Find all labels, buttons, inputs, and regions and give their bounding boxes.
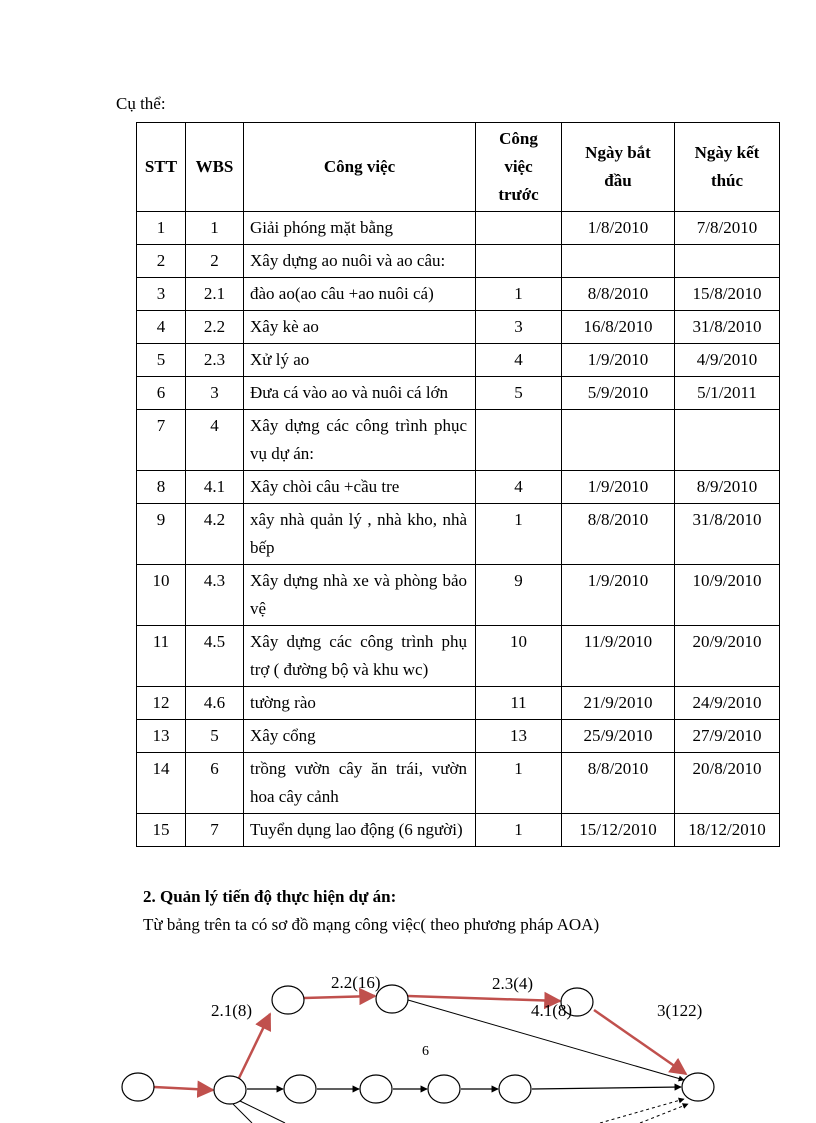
- cell-start: 1/8/2010: [562, 212, 675, 245]
- dummy-edge-1: [600, 1099, 684, 1123]
- cell-task: Đưa cá vào ao và nuôi cá lớn: [244, 377, 476, 410]
- cell-start: 16/8/2010: [562, 311, 675, 344]
- cell-prev: 4: [476, 344, 562, 377]
- event-node-a: [284, 1075, 316, 1103]
- cell-end: [675, 410, 780, 471]
- cell-task: Xây dựng nhà xe và phòng bảo vệ: [244, 565, 476, 626]
- cell-prev: 1: [476, 814, 562, 847]
- cell-start: 25/9/2010: [562, 720, 675, 753]
- cell-wbs: 2: [186, 245, 244, 278]
- cell-stt: 2: [137, 245, 186, 278]
- cell-end: 7/8/2010: [675, 212, 780, 245]
- label-2-1: 2.1(8): [211, 1001, 253, 1020]
- event-node-1: [214, 1076, 246, 1104]
- cell-start: [562, 245, 675, 278]
- cell-end: 31/8/2010: [675, 311, 780, 344]
- cell-prev: 5: [476, 377, 562, 410]
- cell-start: 1/9/2010: [562, 471, 675, 504]
- cell-end: 27/9/2010: [675, 720, 780, 753]
- cell-prev: [476, 212, 562, 245]
- cell-stt: 9: [137, 504, 186, 565]
- cell-stt: 7: [137, 410, 186, 471]
- cell-task: Giải phóng mặt bằng: [244, 212, 476, 245]
- table-row: [137, 753, 780, 814]
- cell-prev: 1: [476, 753, 562, 814]
- cell-end: 4/9/2010: [675, 344, 780, 377]
- section-description: Từ bảng trên ta có sơ đồ mạng công việc( theo phương pháp AOA): [143, 915, 600, 934]
- cell-task: đào ao(ao câu +ao nuôi cá): [244, 278, 476, 311]
- edge-2-2: [304, 996, 375, 998]
- table-row: [137, 814, 780, 847]
- event-node-2: [272, 986, 304, 1014]
- table-row: [137, 504, 780, 565]
- cell-prev: 13: [476, 720, 562, 753]
- cell-task: Xây dựng các công trình phục vụ dự án:: [244, 410, 476, 471]
- cell-end: 18/12/2010: [675, 814, 780, 847]
- cell-start: 21/9/2010: [562, 687, 675, 720]
- cell-start: 8/8/2010: [562, 278, 675, 311]
- table-row: [137, 311, 780, 344]
- cell-stt: 1: [137, 212, 186, 245]
- cell-wbs: 2.1: [186, 278, 244, 311]
- cell-task: Xây dựng các công trình phụ trợ ( đường bộ và khu wc): [244, 626, 476, 687]
- cell-start: [562, 410, 675, 471]
- label-2-2: 2.2(16): [331, 973, 381, 992]
- table-row: [137, 377, 780, 410]
- cell-task: Xây kè ao: [244, 311, 476, 344]
- header-stt: STT: [137, 123, 186, 212]
- cell-wbs: 4.1: [186, 471, 244, 504]
- cell-start: 1/9/2010: [562, 565, 675, 626]
- cell-prev: 9: [476, 565, 562, 626]
- cell-task: trồng vườn cây ăn trái, vườn hoa cây cảnh: [244, 753, 476, 814]
- cell-task: Xây dựng ao nuôi và ao câu:: [244, 245, 476, 278]
- cell-task: Xây cổng: [244, 720, 476, 753]
- table-row: [137, 687, 780, 720]
- cell-prev: [476, 245, 562, 278]
- header-start: Ngày bắt đầu: [562, 123, 675, 212]
- cell-wbs: 4.5: [186, 626, 244, 687]
- cell-start: 8/8/2010: [562, 504, 675, 565]
- cell-wbs: 4.2: [186, 504, 244, 565]
- header-end: Ngày kết thúc: [675, 123, 780, 212]
- cell-start: 11/9/2010: [562, 626, 675, 687]
- event-node-b: [360, 1075, 392, 1103]
- cell-prev: 1: [476, 278, 562, 311]
- cell-wbs: 4.3: [186, 565, 244, 626]
- edge-n1-down2: [240, 1101, 285, 1123]
- cell-stt: 15: [137, 814, 186, 847]
- dummy-edge-2: [640, 1104, 688, 1123]
- cell-stt: 11: [137, 626, 186, 687]
- cell-stt: 5: [137, 344, 186, 377]
- event-node-c: [428, 1075, 460, 1103]
- cell-end: 20/9/2010: [675, 626, 780, 687]
- cell-end: [675, 245, 780, 278]
- cell-wbs: 5: [186, 720, 244, 753]
- table-row: [137, 212, 780, 245]
- table-row: [137, 471, 780, 504]
- cell-prev: 3: [476, 311, 562, 344]
- cell-task: Xử lý ao: [244, 344, 476, 377]
- cell-task: tường rào: [244, 687, 476, 720]
- cell-stt: 6: [137, 377, 186, 410]
- cell-stt: 4: [137, 311, 186, 344]
- header-wbs: WBS: [186, 123, 244, 212]
- header-task: Công việc: [244, 123, 476, 212]
- cell-stt: 8: [137, 471, 186, 504]
- cell-prev: 4: [476, 471, 562, 504]
- cell-stt: 3: [137, 278, 186, 311]
- cell-task: Xây chòi câu +cầu tre: [244, 471, 476, 504]
- cell-stt: 13: [137, 720, 186, 753]
- cell-prev: 11: [476, 687, 562, 720]
- event-node-end: [682, 1073, 714, 1101]
- cell-wbs: 3: [186, 377, 244, 410]
- table-row: [137, 278, 780, 311]
- cell-stt: 14: [137, 753, 186, 814]
- cell-end: 5/1/2011: [675, 377, 780, 410]
- edge-start-to-n1: [154, 1087, 213, 1090]
- edge-2-1: [239, 1014, 270, 1078]
- cell-start: 5/9/2010: [562, 377, 675, 410]
- cell-end: 31/8/2010: [675, 504, 780, 565]
- table-row: [137, 565, 780, 626]
- cell-wbs: 4: [186, 410, 244, 471]
- cell-start: 15/12/2010: [562, 814, 675, 847]
- page-number: 6: [422, 1044, 429, 1059]
- label-4-1: 4.1(8): [531, 1001, 573, 1020]
- table-row: [137, 626, 780, 687]
- table-header-row: [137, 123, 780, 212]
- cell-wbs: 6: [186, 753, 244, 814]
- label-3: 3(122): [657, 1001, 703, 1020]
- cell-wbs: 2.2: [186, 311, 244, 344]
- cell-start: 8/8/2010: [562, 753, 675, 814]
- cell-task: Tuyển dụng lao động (6 người): [244, 814, 476, 847]
- cell-end: 8/9/2010: [675, 471, 780, 504]
- table-row: [137, 245, 780, 278]
- table-row: [137, 344, 780, 377]
- cell-wbs: 1: [186, 212, 244, 245]
- aoa-network-diagram: [0, 960, 816, 1123]
- cell-end: 24/9/2010: [675, 687, 780, 720]
- section-heading: 2. Quản lý tiến độ thực hiện dự án:: [143, 887, 397, 906]
- label-2-3: 2.3(4): [492, 974, 534, 993]
- intro-text: Cụ thể:: [116, 94, 166, 113]
- cell-task: xây nhà quản lý , nhà kho, nhà bếp: [244, 504, 476, 565]
- header-prev: Công việc trước: [476, 123, 562, 212]
- table-row: [137, 410, 780, 471]
- cell-prev: 1: [476, 504, 562, 565]
- edge-n1-down1: [233, 1104, 252, 1123]
- cell-end: 10/9/2010: [675, 565, 780, 626]
- task-table: [136, 122, 780, 847]
- event-node-d: [499, 1075, 531, 1103]
- cell-end: 20/8/2010: [675, 753, 780, 814]
- cell-stt: 10: [137, 565, 186, 626]
- cell-prev: 10: [476, 626, 562, 687]
- cell-stt: 12: [137, 687, 186, 720]
- cell-wbs: 2.3: [186, 344, 244, 377]
- cell-end: 15/8/2010: [675, 278, 780, 311]
- cell-wbs: 4.6: [186, 687, 244, 720]
- event-node-3: [376, 985, 408, 1013]
- event-node-start: [122, 1073, 154, 1101]
- cell-wbs: 7: [186, 814, 244, 847]
- cell-prev: [476, 410, 562, 471]
- cell-start: 1/9/2010: [562, 344, 675, 377]
- table-row: [137, 720, 780, 753]
- edge-d-end: [532, 1087, 681, 1089]
